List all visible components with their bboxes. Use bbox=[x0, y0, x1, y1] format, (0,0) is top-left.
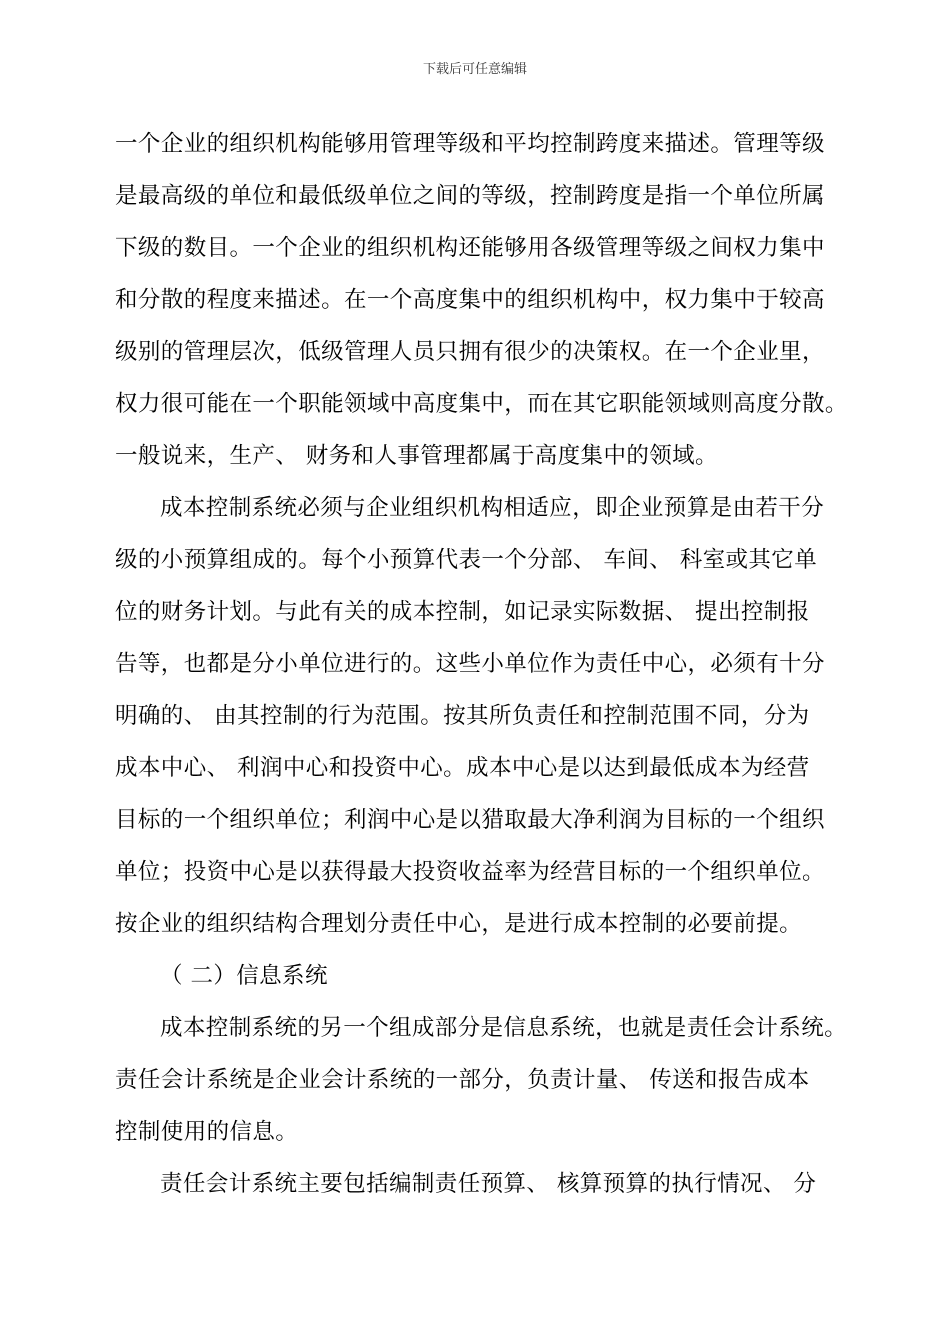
text-line-14: 目标的一个组织单位；利润中心是以猎取最大净利润为目标的一个组织 bbox=[115, 807, 825, 833]
text-line-21: 责任会计系统主要包括编制责任预算、 核算预算的执行情况、 分 bbox=[160, 1171, 817, 1197]
text-line-5: 级别的管理层次，低级管理人员只拥有很少的决策权。在一个企业里， bbox=[115, 339, 825, 365]
text-line-12: 明确的、 由其控制的行为范围。按其所负责任和控制范围不同，分为 bbox=[115, 703, 810, 729]
text-line-9: 级的小预算组成的。每个小预算代表一个分部、 车间、 科室或其它单 bbox=[115, 547, 818, 573]
text-line-4: 和分散的程度来描述。在一个高度集中的组织机构中，权力集中于较高 bbox=[115, 287, 825, 313]
text-line-6: 权力很可能在一个职能领域中高度集中，而在其它职能领域则高度分散。 bbox=[115, 391, 848, 417]
text-line-3: 下级的数目。一个企业的组织机构还能够用各级管理等级之间权力集中 bbox=[115, 235, 825, 261]
document-body bbox=[115, 118, 855, 1210]
section-heading: （ 二）信息系统 bbox=[160, 963, 328, 989]
text-line-20: 控制使用的信息。 bbox=[115, 1119, 299, 1145]
text-line-10: 位的财务计划。与此有关的成本控制，如记录实际数据、 提出控制报 bbox=[115, 599, 810, 625]
page-header: 下载后可任意编辑 bbox=[422, 62, 527, 77]
text-line-11: 告等，也都是分小单位进行的。这些小单位作为责任中心，必须有十分 bbox=[115, 651, 825, 677]
text-line-8: 成本控制系统必须与企业组织机构相适应，即企业预算是由若干分 bbox=[160, 495, 825, 521]
text-line-7: 一般说来，生产、 财务和人事管理都属于高度集中的领域。 bbox=[115, 443, 718, 469]
text-line-16: 按企业的组织结构合理划分责任中心，是进行成本控制的必要前提。 bbox=[115, 911, 803, 937]
text-line-15: 单位；投资中心是以获得最大投资收益率为经营目标的一个组织单位。 bbox=[115, 859, 825, 885]
text-line-1: 一个企业的组织机构能够用管理等级和平均控制跨度来描述。管理等级 bbox=[115, 131, 825, 157]
text-line-2: 是最高级的单位和最低级单位之间的等级，控制跨度是指一个单位所属 bbox=[115, 183, 825, 209]
text-line-18: 成本控制系统的另一个组成部分是信息系统，也就是责任会计系统。 bbox=[160, 1015, 848, 1041]
text-line-13: 成本中心、 利润中心和投资中心。成本中心是以达到最低成本为经营 bbox=[115, 755, 810, 781]
text-line-19: 责任会计系统是企业会计系统的一部分，负责计量、 传送和报告成本 bbox=[115, 1067, 810, 1093]
